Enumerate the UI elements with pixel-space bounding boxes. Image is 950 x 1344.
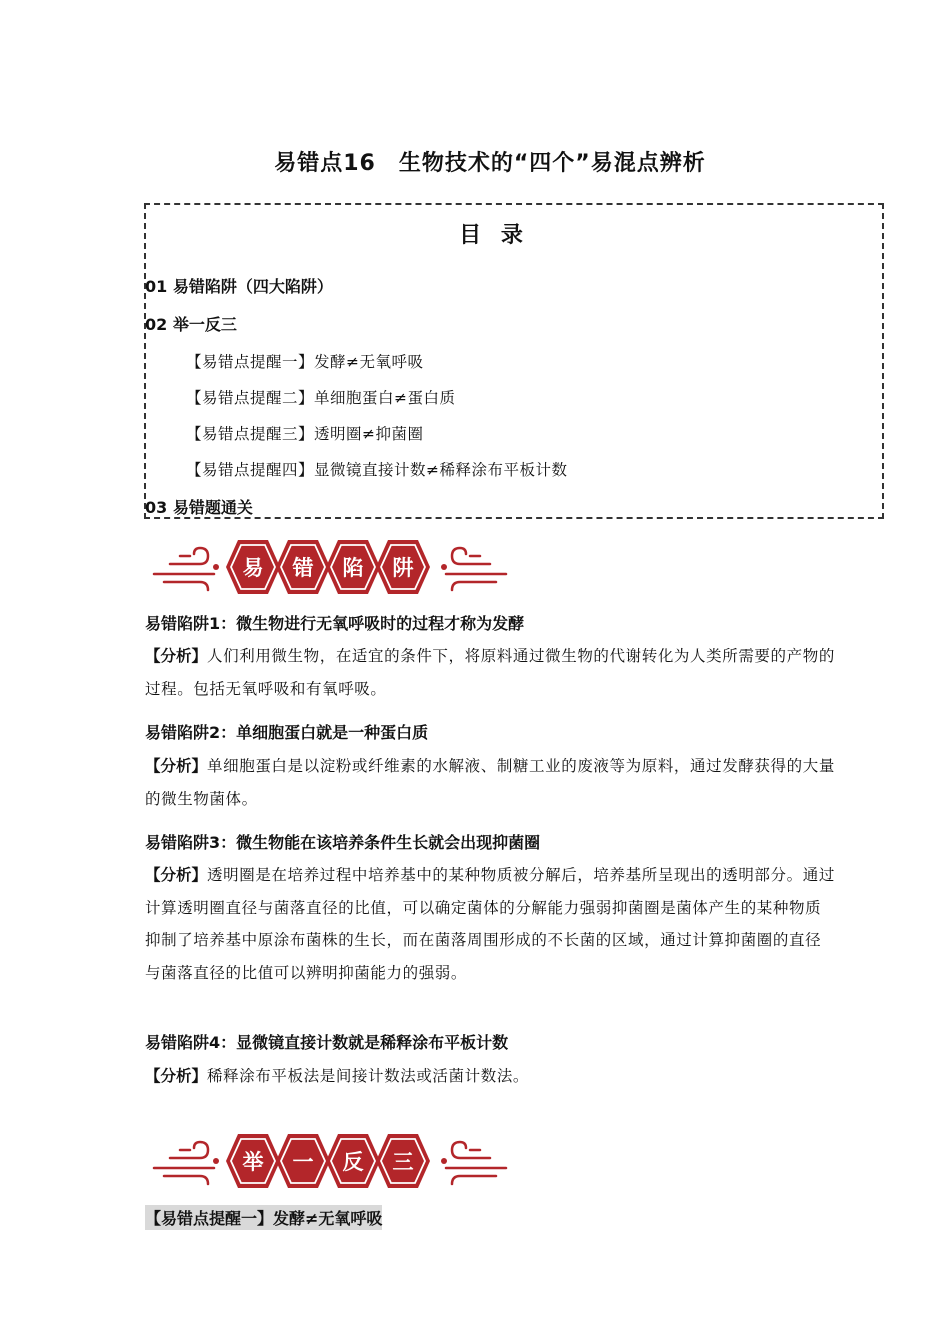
banner-char: 阱 — [392, 556, 414, 580]
page-title: 易错点16 生物技术的“四个”易混点辨析 — [274, 151, 706, 176]
reminder-1-heading: 【易错点提醒一】发酵≠无氧呼吸 — [145, 1205, 382, 1230]
banner-char: 一 — [292, 1150, 314, 1174]
trap-2-title: 易错陷阱2：单细胞蛋白就是一种蛋白质 — [145, 723, 429, 742]
toc-section-2: 02 举一反三 — [145, 315, 237, 334]
toc-section-3: 03 易错题通关 — [145, 498, 253, 517]
toc-heading: 目 录 — [459, 223, 529, 248]
analysis-label: 【分析】 — [145, 866, 208, 884]
trap-3-analysis — [145, 859, 835, 989]
banner-char: 错 — [292, 556, 314, 580]
trap-4-analysis — [145, 1060, 835, 1093]
banner-char: 三 — [392, 1150, 414, 1174]
toc-item-2: 【易错点提醒二】单细胞蛋白≠蛋白质 — [186, 389, 456, 407]
banner-char: 陷 — [342, 556, 364, 580]
trap-2-analysis — [145, 750, 835, 815]
banner-hex-4 — [376, 540, 430, 594]
analysis-text: 稀释涂布平板法是间接计数法或活菌计数法。 — [207, 1067, 530, 1085]
banner-char: 举 — [242, 1150, 264, 1174]
banner-left-cloud-ornament — [154, 1142, 214, 1184]
toc-item-4: 【易错点提醒四】显微镜直接计数≠稀释涂布平板计数 — [186, 461, 568, 479]
banner-hex-1 — [226, 540, 280, 594]
banner-hex-1 — [226, 1134, 280, 1188]
toc-item-1: 【易错点提醒一】发酵≠无氧呼吸 — [186, 353, 424, 371]
banner-hex-2 — [276, 540, 330, 594]
trap-3-title: 易错陷阱3：微生物能在该培养条件生长就会出现抑菌圈 — [145, 833, 541, 852]
banner-char: 易 — [242, 556, 264, 580]
banner-hex-2 — [276, 1134, 330, 1188]
banner-hex-3 — [326, 1134, 380, 1188]
analysis-text: 人们利用微生物，在适宜的条件下，将原料通过微生物的代谢转化为人类所需要的产物的过程。包括无氧呼吸和有氧呼吸。 — [145, 647, 835, 698]
analysis-label: 【分析】 — [145, 1067, 208, 1085]
analysis-text: 单细胞蛋白是以淀粉或纤维素的水解液、制糖工业的废液等为原料，通过发酵获得的大量的微生物菌体。 — [145, 757, 835, 808]
banner-char: 反 — [342, 1150, 364, 1174]
analysis-label: 【分析】 — [145, 757, 208, 775]
trap-1-analysis — [145, 640, 835, 705]
trap-4-title: 易错陷阱4：显微镜直接计数就是稀释涂布平板计数 — [145, 1033, 509, 1052]
toc-section-1: 01 易错陷阱（四大陷阱） — [145, 277, 333, 296]
toc-item-3: 【易错点提醒三】透明圈≠抑菌圈 — [186, 425, 424, 443]
analysis-label: 【分析】 — [145, 647, 208, 665]
banner-right-cloud-ornament — [446, 548, 506, 590]
analysis-text: 透明圈是在培养过程中培养基中的某种物质被分解后，培养基所呈现出的透明部分。通过计算透明圈直径与菌落直径的比值，可以确定菌体的分解能力强弱抑菌圈是菌体产生的某种物质抑制了培养基中原涂布菌株的生长，而在菌落周围形成的不长菌的区域，通过计算抑菌圈的直径与菌落直径的比值可以辨明抑菌能力的强弱。 — [145, 866, 835, 982]
banner-left-cloud-ornament — [154, 548, 214, 590]
banner-traps — [150, 534, 510, 600]
banner-right-cloud-ornament — [446, 1142, 506, 1184]
trap-1-title: 易错陷阱1：微生物进行无氧呼吸时的过程才称为发酵 — [145, 614, 525, 633]
banner-examples — [150, 1128, 510, 1194]
banner-hex-3 — [326, 540, 380, 594]
banner-hex-4 — [376, 1134, 430, 1188]
